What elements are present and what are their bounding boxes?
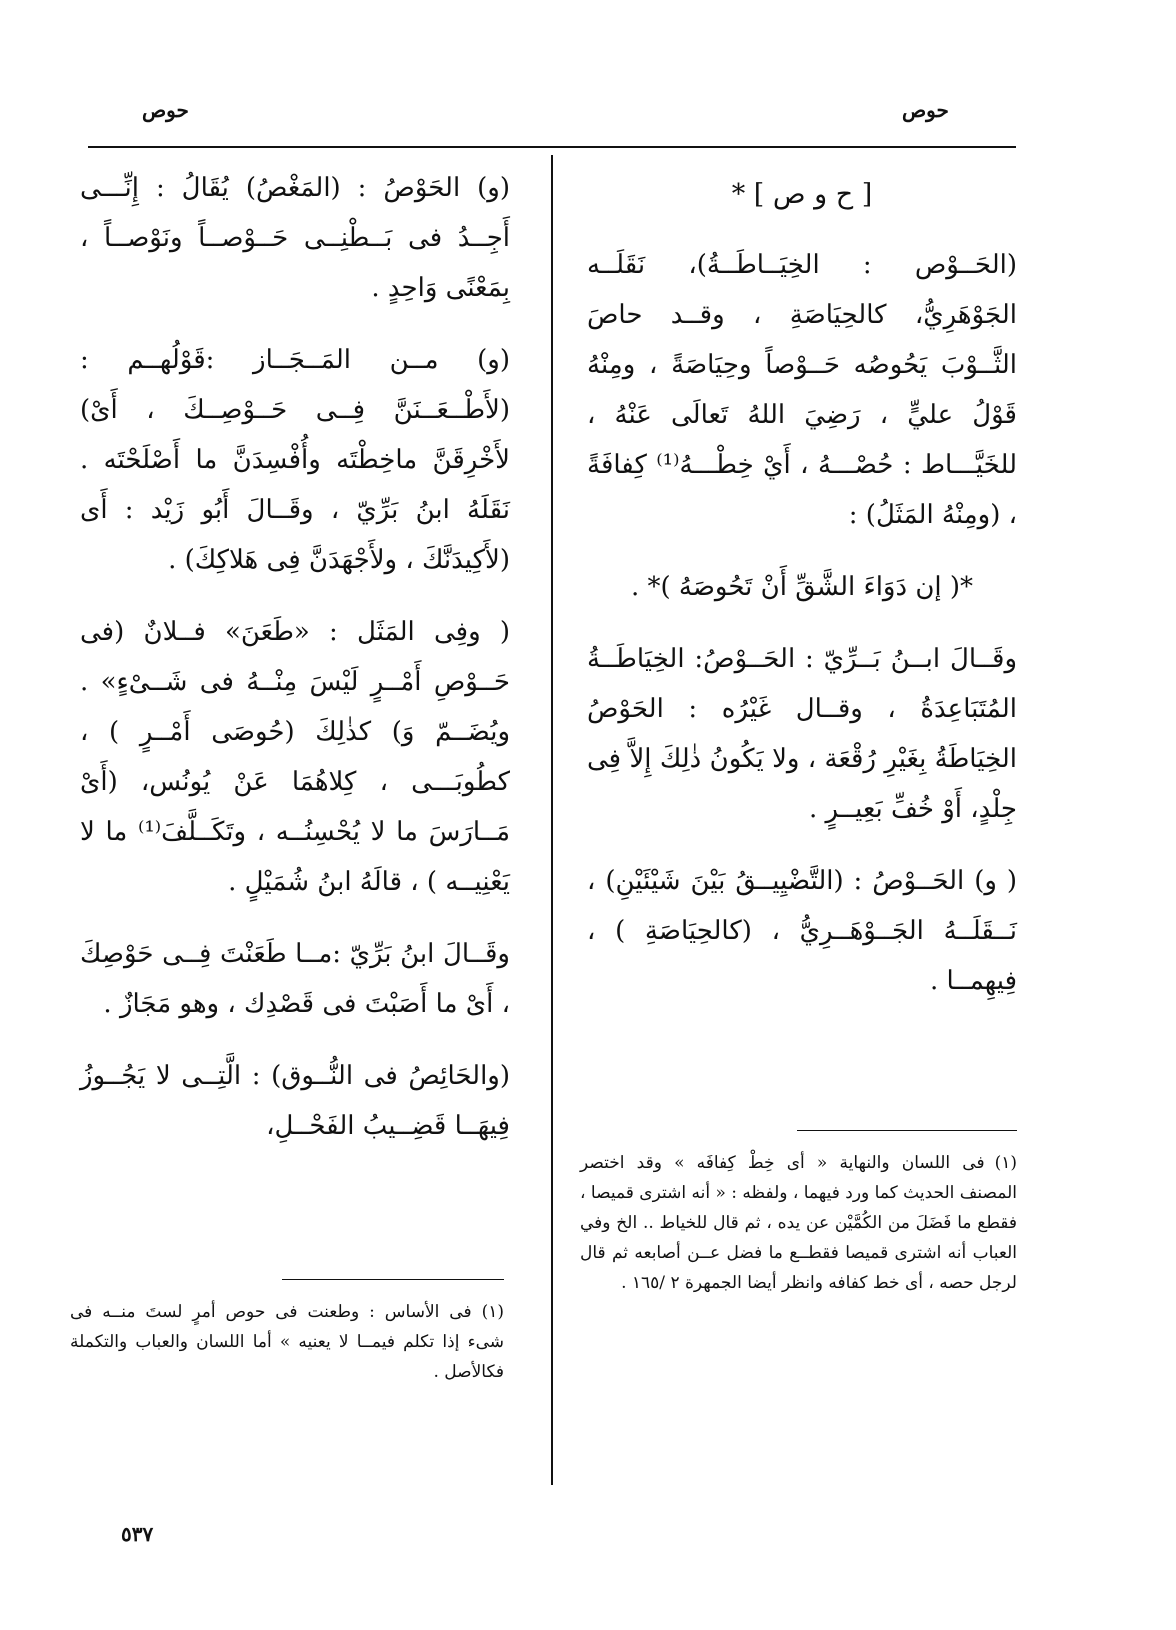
entry-paragraph: ( و) الحَــوْصُ : (التَّضْيِيــقُ بَيْنَ شَيْئَيْنِ) ، نَــقَلَــهُ الجَــوْهَــرِيُّ ، (كالحِيَاصَةِ ) ، فِيهِمــا . [587, 866, 1017, 996]
entry-paragraph: وقَــالَ ابــنُ بَــرِّيّ : الحَــوْصُ: الخِيَاطَــةُ المُتَبَاعِدَةُ ، وقــال غَيْرُه : الحَوْصُ الخِيَاطَةُ بِغَيْرِ رُقْعَة ، ولا يَكُونُ ذٰلِكَ إِلاَّ فِى جِلْدٍ، أَوْ خُفِّ بَعِيــرٍ . [587, 644, 1017, 824]
footnote-rule-right [797, 1130, 1017, 1131]
footnote-text: فى الأساس : وطعنت فى حوص أمرٍ لستَ منــه فى شىء إذا تكلم فيمــا لا يعنيه » أما اللسان والعباب والتكملة فكالأصل . [70, 1302, 504, 1382]
footnote-rule-left [282, 1279, 504, 1280]
footnote-left [70, 1297, 504, 1387]
footnote-right [580, 1148, 1017, 1298]
entry-paragraph: (الحَــوْص : الخِيَــاطَــةُ)، نَقَلَــه الجَوْهَرِيُّ، كالحِيَاصَةِ ، وقــد حاصَ الثَّــوْبَ يَحُوصُه حَــوْصاً وحِيَاصَةً ، ومِنْهُ قَوْلُ عليٍّ ، رَضِيَ اللهُ تَعالَى عَنْهُ ، للخَيَّـــاط : حُصْـــهُ ، أَيْ خِطْـــهُ⁽¹⁾ كِفافَةً ، (ومِنْهُ المَثَلُ) : [587, 250, 1017, 530]
entry-paragraph: (و) الحَوْصُ : (المَغْصُ) يُقَالُ : إِنِّـــى أَجِــدُ فى بَــطْنِــى حَــوْصــاً ونَوْصــاً ، بِمَعْنًى وَاحِدٍ . [80, 173, 510, 303]
header-rule [88, 146, 1016, 148]
entry-paragraph: (و) مــن المَــجَــاز :قَوْلُهــم : (لأَطْــعَــنَنَّ فِــى حَــوْصِــكَ ، أَىْ) لأَخْرِقَنَّ ماخِطْتَه وأُفْسِدَنَّ ما أَصْلَحْتَه . نَقَلَهُ ابنُ بَرِّيّ ، وقَــالَ أَبُو زَيْد : أَى (لأَكِيدَنَّكَ ، ولأَجْهَدَنَّ فِى هَلاكِكَ) . [80, 345, 510, 575]
running-header-right: حوص [902, 98, 949, 122]
column-divider [551, 155, 553, 1485]
proverb-verse: *( إن دَوَاءَ الشَّقِّ أَنْ تَحُوصَهُ )* . [630, 572, 974, 602]
root-entry-title: [ ح و ص ] * [731, 179, 873, 210]
footnote-number: (١) [481, 1302, 504, 1322]
page-number: ٥٣٧ [121, 1522, 154, 1546]
entry-paragraph: ( وفِى المَثَل : «طَعَنَ» فــلانٌ (فى حَــوْصِ أَمْــرٍ لَيْسَ مِنْــهُ فى شَــىْءٍ» . ويُضَــمّ وَ) كذٰلِكَ (حُوصَى أَمْــرٍ ) ، كطُوبَـــى ، كِلاهُمَا عَنْ يُونُس، (أَىْ مَــارَسَ ما لا يُحْسِنُــه ، وتَكَــلَّفَ⁽¹⁾ ما لا يَعْنِيــه ) ، قالَهُ ابنُ شُمَيْلٍ . [80, 617, 510, 897]
footnote-text: فى اللسان والنهاية « أى خِطْ كِفافَه » وقد اختصر المصنف الحديث كما ورد فيهما ، ولفظه : « أنه اشترى قميصا ، فقطع ما فَضَلَ من الكُمَّيْن عن يده ، ثم قال للخياط .. الخ وفي العباب أنه اشترى قميصا فقطــع ما فضل عــن أصابعه ثم قال لرجل حصه ، أى خط كفافه وانظر أيضا الجمهرة ٢ /١٦٥ . [580, 1153, 1017, 1293]
right-column [587, 172, 1017, 1006]
footnote-number: (١) [994, 1153, 1017, 1173]
entry-paragraph: وقَــالَ ابنُ بَرِّيّ :مــا طَعَنْتَ فِــى حَوْصِكَ ، أَىْ ما أَصَبْتَ فى قَصْدِك ، وهو مَجَازٌ . [80, 939, 510, 1019]
running-header-left: حوص [142, 98, 189, 122]
entry-paragraph: (والحَائِصُ فى النُّــوق) : الَّتِــى لا يَجُــوزُ فِيهَــا قَضِــيبُ الفَحْــلِ، [80, 1061, 510, 1141]
left-column [80, 163, 510, 1151]
